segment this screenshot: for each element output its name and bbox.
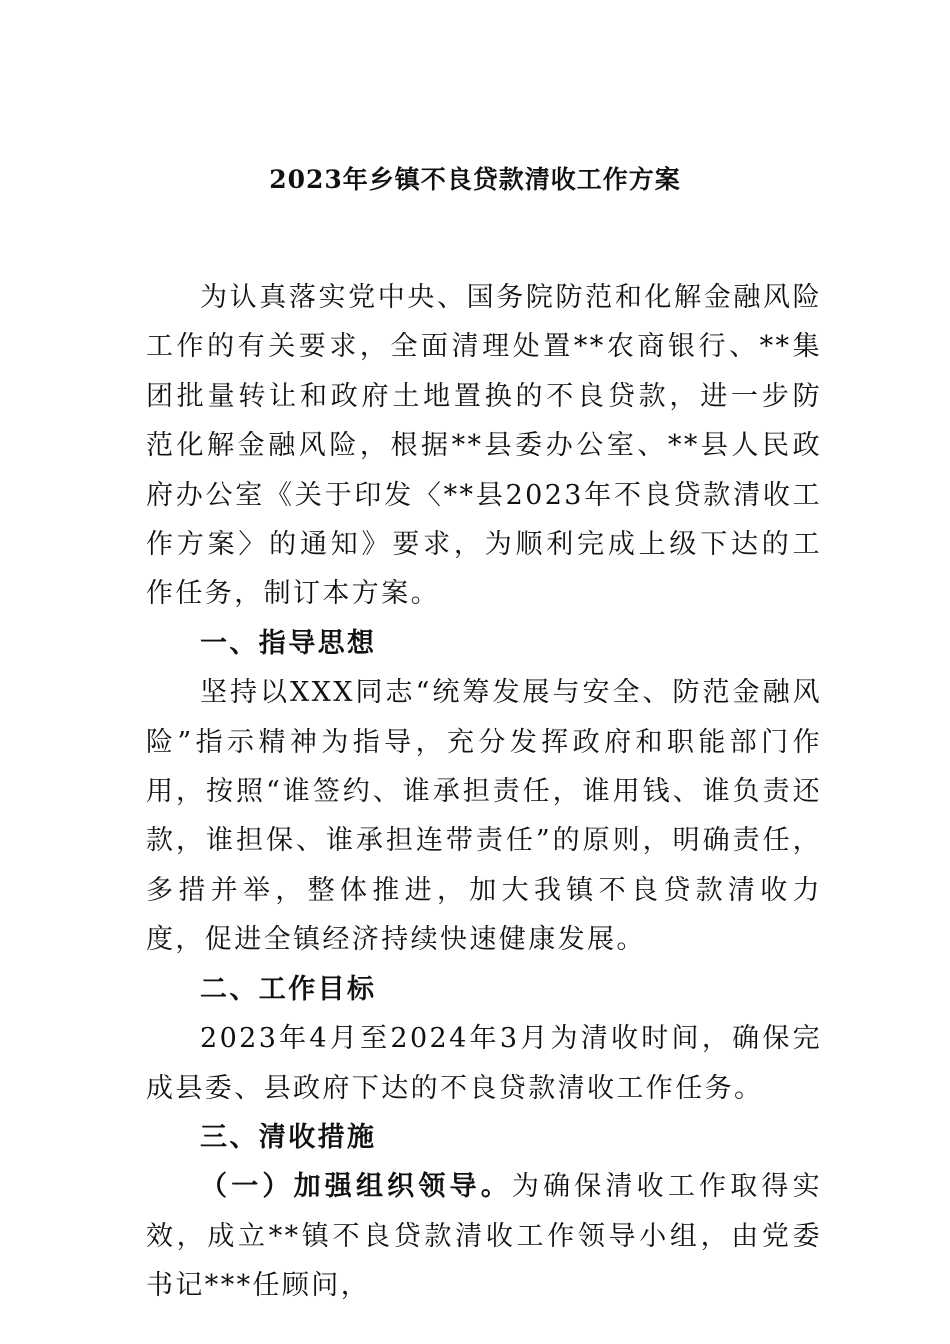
section-heading-collection-measures: 三、清收措施 xyxy=(200,1121,377,1153)
collection-measures-paragraph xyxy=(146,1162,822,1310)
work-goals-paragraph: 2023年4月至2024年3月为清收时间，确保完成县委、县政府下达的不良贷款清收工作任务。 xyxy=(146,1023,822,1104)
document-body xyxy=(146,273,822,1311)
intro-paragraph: 为认真落实党中央、国务院防范和化解金融风险工作的有关要求，全面清理处置**农商银行、**集团批量转让和政府土地置换的不良贷款，进一步防范化解金融风险，根据**县委办公室、**县人民政府办公室《关于印发〈**县2023年不良贷款清收工作方案〉的通知》要求，为顺利完成上级下达的工作任务，制订本方案。 xyxy=(146,282,822,610)
section-heading-work-goals: 二、工作目标 xyxy=(200,973,377,1005)
document-title: 2023年乡镇不良贷款清收工作方案 xyxy=(269,165,681,194)
section-heading-guiding-ideology: 一、指导思想 xyxy=(200,627,377,659)
measure-item-1-text: 为确保清收工作取得实效，成立**镇不良贷款清收工作领导小组，由党委书记***任顾问， xyxy=(146,1171,823,1302)
guiding-ideology-paragraph: 坚持以XXX同志“统筹发展与安全、防范金融风险”指示精神为指导，充分发挥政府和职能部门作用，按照“谁签约、谁承担责任，谁用钱、谁负责还款，谁担保、谁承担连带责任”的原则，明确责任，多措并举，整体推进，加大我镇不良贷款清收力度，促进全镇经济持续快速健康发展。 xyxy=(146,677,822,956)
measure-item-1-lead: （一）加强组织领导。 xyxy=(200,1171,512,1203)
